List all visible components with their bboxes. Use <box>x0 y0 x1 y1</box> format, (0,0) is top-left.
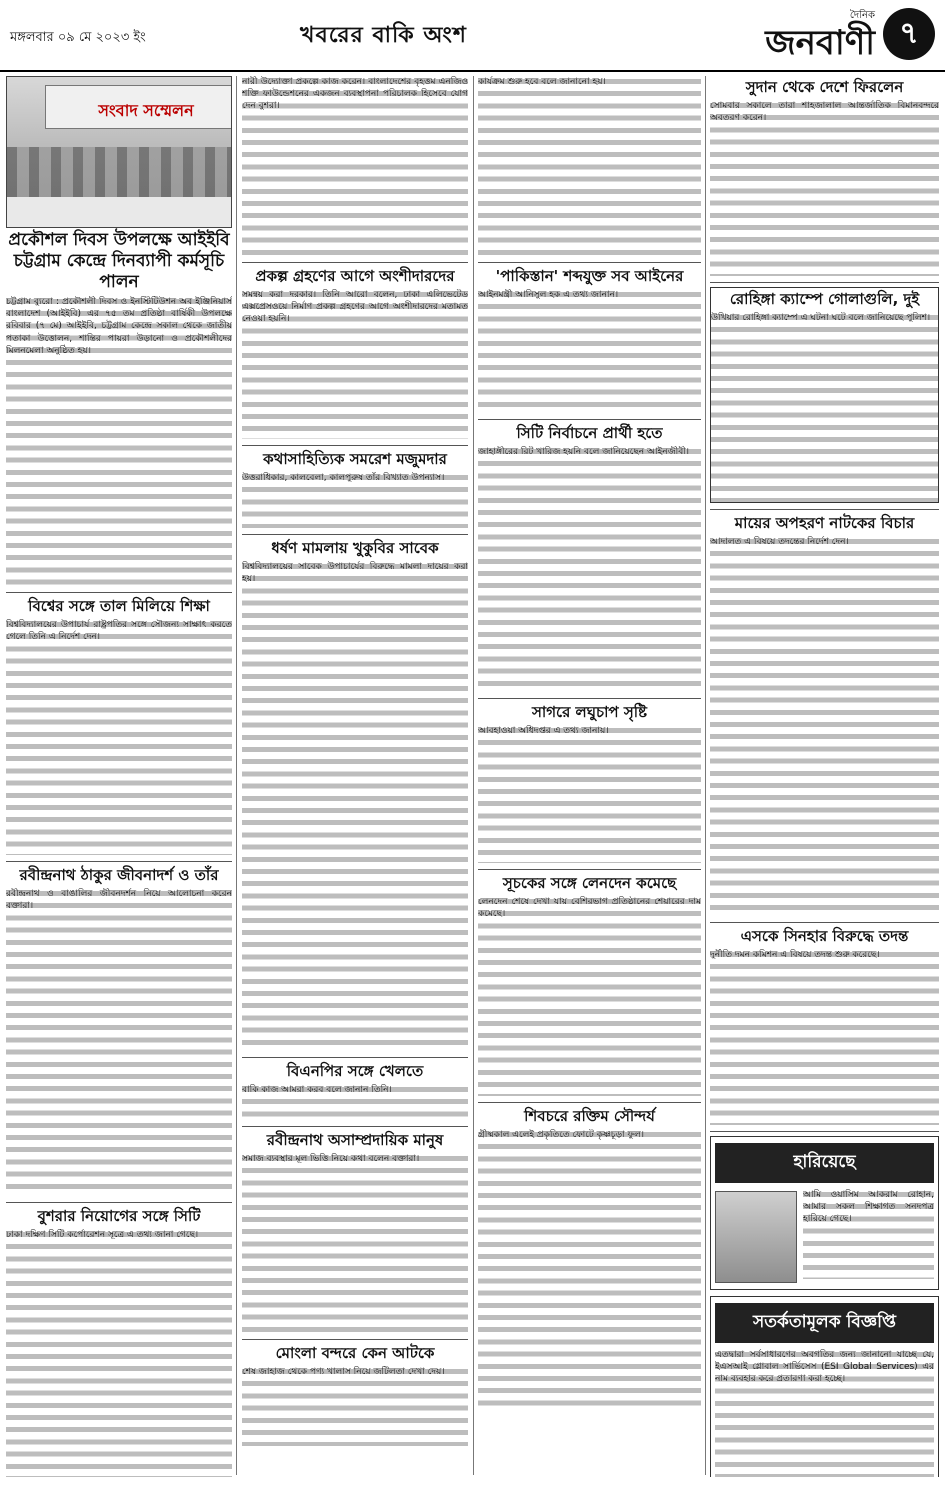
article-body: উখিয়ার রোহিঙ্গা ক্যাম্পে এ ঘটনা ঘটে বলে জানিয়েছে পুলিশ। <box>711 312 938 502</box>
divider <box>478 869 701 870</box>
lost-notice <box>710 1136 939 1290</box>
article <box>478 424 701 692</box>
article <box>6 866 232 1196</box>
issue-date: মঙ্গলবার ০৯ মে ২০২৩ ইং <box>10 30 146 45</box>
article-body: নারী উদ্যোক্তা প্রকল্পে কাজ করেন। বাংলাদেশের বৃহত্তম এনজিও শক্তি ফাউন্ডেশনের একজন ব্যবস্থাপনা পরিচালক হিসেবে যোগ দেন বুশরা। <box>242 76 468 256</box>
article <box>242 1131 468 1333</box>
article-headline: বিশ্বের সঙ্গে তাল মিলিয়ে শিক্ষা <box>28 597 210 615</box>
page-header <box>0 0 945 72</box>
article-body: আদালত এ বিষয়ে তদন্তের নির্দেশ দেন। <box>710 536 939 916</box>
article <box>710 927 939 1125</box>
article-headline: সূচকের সঙ্গে লেনদেন কমেছে <box>502 874 677 892</box>
photo-banner <box>45 85 232 129</box>
caution-notice-label: সতর্কতামূলক বিজ্ঞপ্তি <box>715 1303 934 1343</box>
article-headline: রবীন্দ্রনাথ ঠাকুর জীবনাদর্শ ও তাঁর <box>19 866 219 884</box>
photo-banner-text: সংবাদ সম্মেলন <box>98 101 194 120</box>
article-headline: রবীন্দ্রনাথ অসাম্প্রদায়িক মানুষ <box>266 1131 444 1149</box>
divider <box>242 1339 468 1340</box>
divider <box>242 1126 468 1127</box>
article-headline: মোংলা বন্দরে কেন আটকে <box>275 1344 435 1362</box>
divider <box>6 592 232 593</box>
lost-notice-body: আমি ওয়াসিম আকরাম রোহান, আমার সকল শিক্ষাগত সনদপত্র হারিয়ে গেছে। <box>803 1189 934 1279</box>
divider <box>478 698 701 699</box>
article <box>242 267 468 439</box>
column-2 <box>242 76 468 1477</box>
article-headline: এসকে সিনহার বিরুদ্ধে তদন্ত <box>740 927 909 945</box>
article-headline: প্রকৌশল দিবস উপলক্ষে আইইবি চট্টগ্রাম কেন্দ্রে দিনব্যাপী কর্মসূচি পালন <box>8 230 230 292</box>
divider <box>710 509 939 510</box>
article <box>242 76 468 256</box>
article <box>478 874 701 1096</box>
lost-notice-content <box>711 1189 938 1289</box>
divider <box>710 282 939 283</box>
masthead-name: জনবাণী <box>765 23 875 63</box>
page-number: ৭ <box>883 8 935 60</box>
article-headline: মায়ের অপহরণ নাটকের বিচার <box>734 514 915 532</box>
article <box>478 1107 701 1409</box>
masthead <box>765 8 875 61</box>
divider <box>710 922 939 923</box>
divider <box>6 1202 232 1203</box>
column-rule <box>705 76 706 1475</box>
article-headline: 'পাকিস্তান' শব্দযুক্ত সব আইনের <box>495 267 684 285</box>
article-body: উত্তরাধিকার, কালবেলা, কালপুরুষ তাঁর বিখ্যাত উপন্যাস। <box>242 472 468 528</box>
article-body: দুর্নীতি দমন কমিশন এ বিষয়ে তদন্ত শুরু করেছে। <box>710 949 939 1125</box>
divider <box>242 1057 468 1058</box>
article-headline: বিএনপির সঙ্গে খেলতে <box>286 1062 424 1080</box>
caution-notice-body: এতদ্বারা সর্বসাধারণের অবগতির জন্য জানানো যাচ্ছে যে, ইএসআই গ্লোবাল সার্ভিসেস (ESI Global Services) এর নাম ব্যবহার করে প্রতারণা করা হচ্ছে। <box>715 1349 934 1477</box>
article <box>478 267 701 413</box>
caution-notice-content <box>711 1349 938 1477</box>
article <box>478 703 701 863</box>
photo-table <box>7 197 231 227</box>
article-body: জাহাঙ্গীরের রিট খারিজ হয়নি বলে জানিয়েছেন আইনজীবী। <box>478 446 701 692</box>
article <box>242 1344 468 1446</box>
press-conference-photo <box>6 76 232 228</box>
article-body: আইনমন্ত্রী আনিসুল হক এ তথ্য জানান। <box>478 289 701 413</box>
article <box>242 1062 468 1120</box>
article <box>242 450 468 528</box>
divider <box>478 1102 701 1103</box>
divider <box>242 445 468 446</box>
divider <box>478 419 701 420</box>
article-body: গ্রীষ্মকাল এলেই প্রকৃতিতে ফোটে কৃষ্ণচূড়া ফুল। <box>478 1129 701 1409</box>
article-headline: ধর্ষণ মামলায় খুকুবির সাবেক <box>271 539 439 557</box>
article-body: লেনদেন শেষে দেখা যায় বেশিরভাগ প্রতিষ্ঠানের শেয়ারের দাম কমেছে। <box>478 896 701 1096</box>
column-3 <box>478 76 701 1477</box>
article-body: বাকি কাজ আমরা করব বলে জানান তিনি। <box>242 1084 468 1120</box>
article-headline: সিটি নির্বাচনে প্রার্থী হতে <box>516 424 663 442</box>
article-body: কার্যক্রম শুরু হবে বলে জানানো হয়। <box>478 76 701 256</box>
article <box>710 78 939 276</box>
article-headline: শিবচরে রক্তিম সৌন্দর্য <box>524 1107 655 1125</box>
article-headline: কথাসাহিত্যিক সমরেশ মজুমদার <box>263 450 447 468</box>
article <box>6 1207 232 1477</box>
article-headline: সাগরে লঘুচাপ সৃষ্টি <box>531 703 648 721</box>
column-rule <box>473 76 474 1475</box>
article <box>478 76 701 256</box>
article <box>710 287 939 503</box>
article-body: বিশ্ববিদ্যালয়ের উপাচার্য রাষ্ট্রপতির সঙ্গে সৌজন্য সাক্ষাৎ করতে গেলে তিনি এ নির্দেশ দেন। <box>6 619 232 855</box>
section-title: খবরের বাকি অংশ <box>300 23 467 48</box>
article <box>710 514 939 916</box>
divider <box>6 861 232 862</box>
article-body: রবীন্দ্রনাথ ও বাঙালির জীবনদর্শন নিয়ে আলোচনা করেন বক্তারা। <box>6 888 232 1196</box>
article-headline: প্রকল্প গ্রহণের আগে অংশীদারদের <box>255 267 455 285</box>
article-body: সমন্বয় করা দরকার। তিনি আরো বলেন, ঢাকা এলিভেটেড এক্সপ্রেসওয়ে নির্মাণ প্রকল্প গ্রহণের আগে অংশীদারদের মতামত নেওয়া হয়নি। <box>242 289 468 439</box>
article-body: সমাজ ব্যবস্থার মূল ভিত্তি নিয়ে কথা বলেন বক্তারা। <box>242 1153 468 1333</box>
divider <box>242 262 468 263</box>
divider <box>710 1131 939 1132</box>
article-body: শেষ জাহাজ থেকে পণ্য খালাস নিয়ে জটিলতা দেখা দেয়। <box>242 1366 468 1446</box>
article-body: সোমবার সকালে তারা শাহজালাল আন্তর্জাতিক বিমানবন্দরে অবতরণ করেন। <box>710 100 939 276</box>
masthead-prefix: দৈনিক <box>849 10 875 21</box>
article-headline: বুশরার নিয়োগের সঙ্গে সিটি <box>37 1207 201 1225</box>
column-rule <box>236 76 237 1475</box>
divider <box>478 262 701 263</box>
lost-notice-label: হারিয়েছে <box>715 1143 934 1183</box>
article-body: ঢাকা দক্ষিণ সিটি কর্পোরেশন সূত্রে এ তথ্য জানা গেছে। <box>6 1229 232 1477</box>
article <box>242 539 468 1051</box>
article-body: বিশ্ববিদ্যালয়ের সাবেক উপাচার্যের বিরুদ্ধে মামলা দায়ের করা হয়। <box>242 561 468 1051</box>
article-headline: সুদান থেকে দেশে ফিরলেন <box>745 78 904 96</box>
article-body: চট্টগ্রাম ব্যুরো : প্রকৌশলী দিবস ও ইনস্টিটিউশন অব ইঞ্জিনিয়ার্স বাংলাদেশ (আইইবি) এর ৭৫ তম প্রতিষ্ঠা বার্ষিকী উপলক্ষে রবিবার (৭ মে) আইইবি, চট্টগ্রাম কেন্দ্রে সকাল থেকে জাতীয় পতাকা উত্তোলন, শান্তির পায়রা উড়ানো ও প্রকৌশলীদের মিলনমেলা অনুষ্ঠিত হয়। <box>6 296 232 586</box>
article <box>6 597 232 855</box>
article-body: আবহাওয়া অধিদপ্তর এ তথ্য জানায়। <box>478 725 701 863</box>
missing-person-photo <box>715 1191 797 1283</box>
column-4 <box>710 76 939 1477</box>
article-headline: রোহিঙ্গা ক্যাম্পে গোলাগুলি, দুই <box>729 290 920 308</box>
divider <box>242 534 468 535</box>
article <box>6 230 232 586</box>
column-1 <box>6 76 232 1477</box>
caution-notice <box>710 1296 939 1477</box>
